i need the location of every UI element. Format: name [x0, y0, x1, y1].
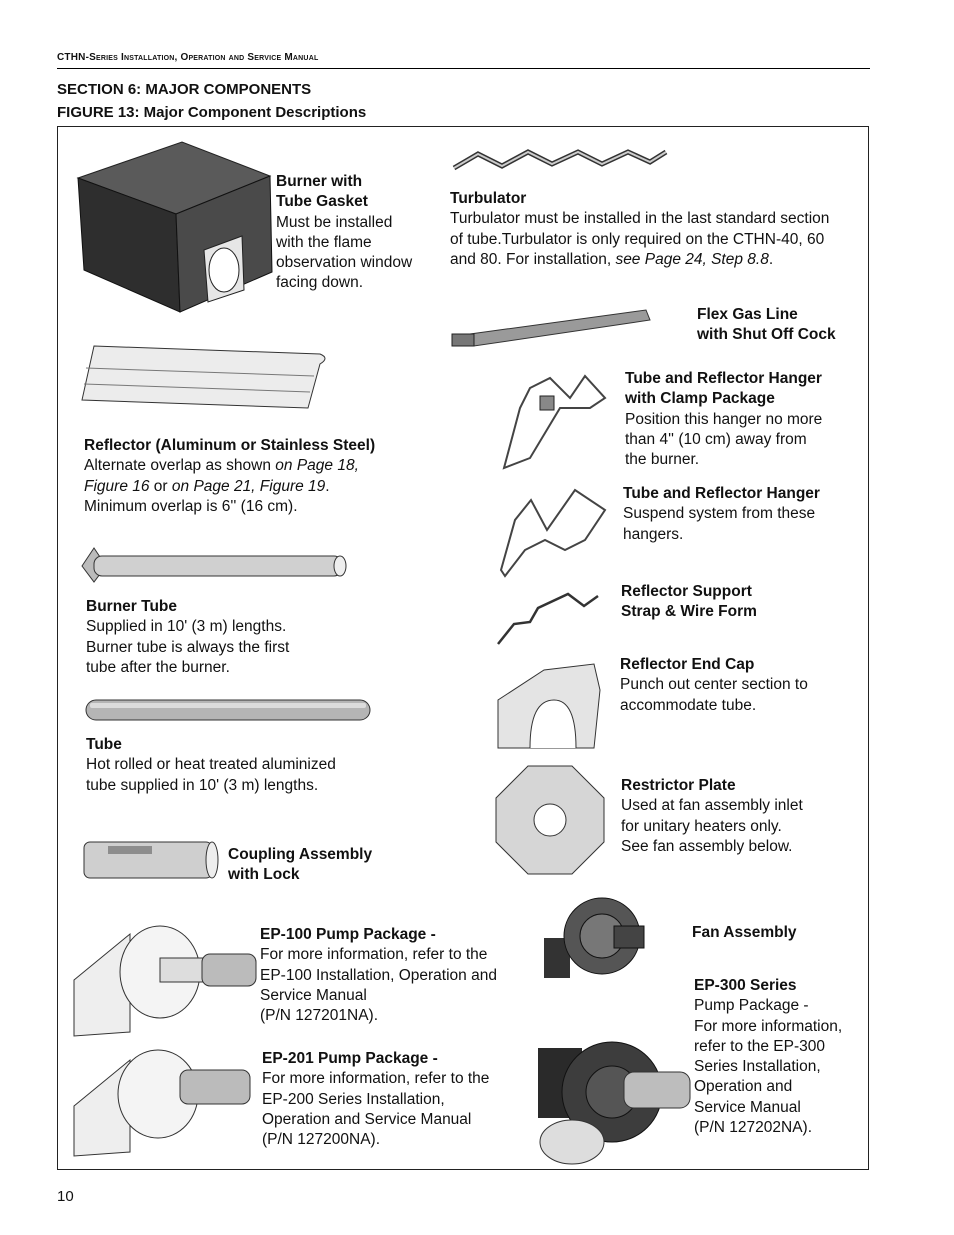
flex-gas-line-label: Flex Gas Line with Shut Off Cock: [697, 306, 836, 344]
ep201-label: EP-201 Pump Package - For more information, refer to the EP-200 Series Installation, Operation and Service Manual (P/N 127200NA).: [262, 1050, 490, 1149]
fan-assembly-label: Fan Assembly: [692, 924, 797, 941]
ep300-label: EP-300 Series Pump Package - For more information, refer to the EP-300 Series Installation, Operation and Service Manual (P/N 127202NA).: [694, 977, 843, 1137]
reflector-label: Reflector (Aluminum or Stainless Steel) Alternate overlap as shown on Page 18, Figure 16 or on Page 21, Figure 19. Minimum overlap is 6'' (16 cm).: [84, 437, 376, 515]
restrictor-plate-illustration: [494, 764, 606, 876]
turbulator-illustration: [452, 146, 672, 176]
burner-illustration: [72, 140, 272, 315]
restrictor-plate-label: Restrictor Plate Used at fan assembly inlet for unitary heaters only. See fan assembly below.: [621, 777, 803, 855]
page-number: 10: [57, 1188, 74, 1205]
end-cap-illustration: [494, 660, 604, 754]
ep100-pump-illustration: [70, 920, 260, 1038]
burner-tube-illustration: [80, 544, 350, 584]
burner-label: Burner with Tube Gasket Must be installed with the flame observation window facing down.: [276, 173, 413, 292]
ep300-pump-illustration: [530, 1028, 695, 1168]
end-cap-label: Reflector End Cap Punch out center section to accommodate tube.: [620, 656, 808, 714]
figure-title: FIGURE 13: Major Component Descriptions: [57, 104, 367, 121]
tube-label: Tube Hot rolled or heat treated aluminized tube supplied in 10' (3 m) lengths.: [86, 736, 336, 794]
ep201-pump-illustration: [70, 1046, 260, 1158]
flex-gas-line-illustration: [450, 306, 655, 352]
support-strap-label: Reflector Support Strap & Wire Form: [621, 583, 757, 621]
hanger-clamp-illustration: [500, 368, 610, 478]
fan-assembly-illustration: [540, 892, 665, 987]
turbulator-label: Turbulator Turbulator must be installed in the last standard section of tube.Turbulator is only required on the CTHN-40, 60 and 80. For installation, see Page 24, Step 8.8.: [450, 190, 830, 268]
burner-tube-label: Burner Tube Supplied in 10' (3 m) lengths. Burner tube is always the first tube after the burner.: [86, 598, 290, 676]
running-header: CTHN-Series Installation, Operation and Service Manual: [57, 52, 319, 63]
support-strap-illustration: [494, 584, 604, 648]
ep100-label: EP-100 Pump Package - For more information, refer to the EP-100 Installation, Operation and Service Manual (P/N 127201NA).: [260, 926, 497, 1025]
header-rule: [57, 68, 870, 69]
reflector-illustration: [80, 344, 330, 414]
tube-illustration: [84, 698, 374, 722]
hanger-illustration: [495, 480, 615, 580]
section-title: SECTION 6: MAJOR COMPONENTS: [57, 81, 312, 98]
coupling-label: Coupling Assembly with Lock: [228, 846, 373, 884]
hanger-label: Tube and Reflector Hanger Suspend system from these hangers.: [623, 485, 820, 543]
hanger-clamp-label: Tube and Reflector Hanger with Clamp Package Position this hanger no more than 4'' (10 cm) away from the burner.: [625, 370, 823, 469]
coupling-illustration: [78, 838, 218, 882]
